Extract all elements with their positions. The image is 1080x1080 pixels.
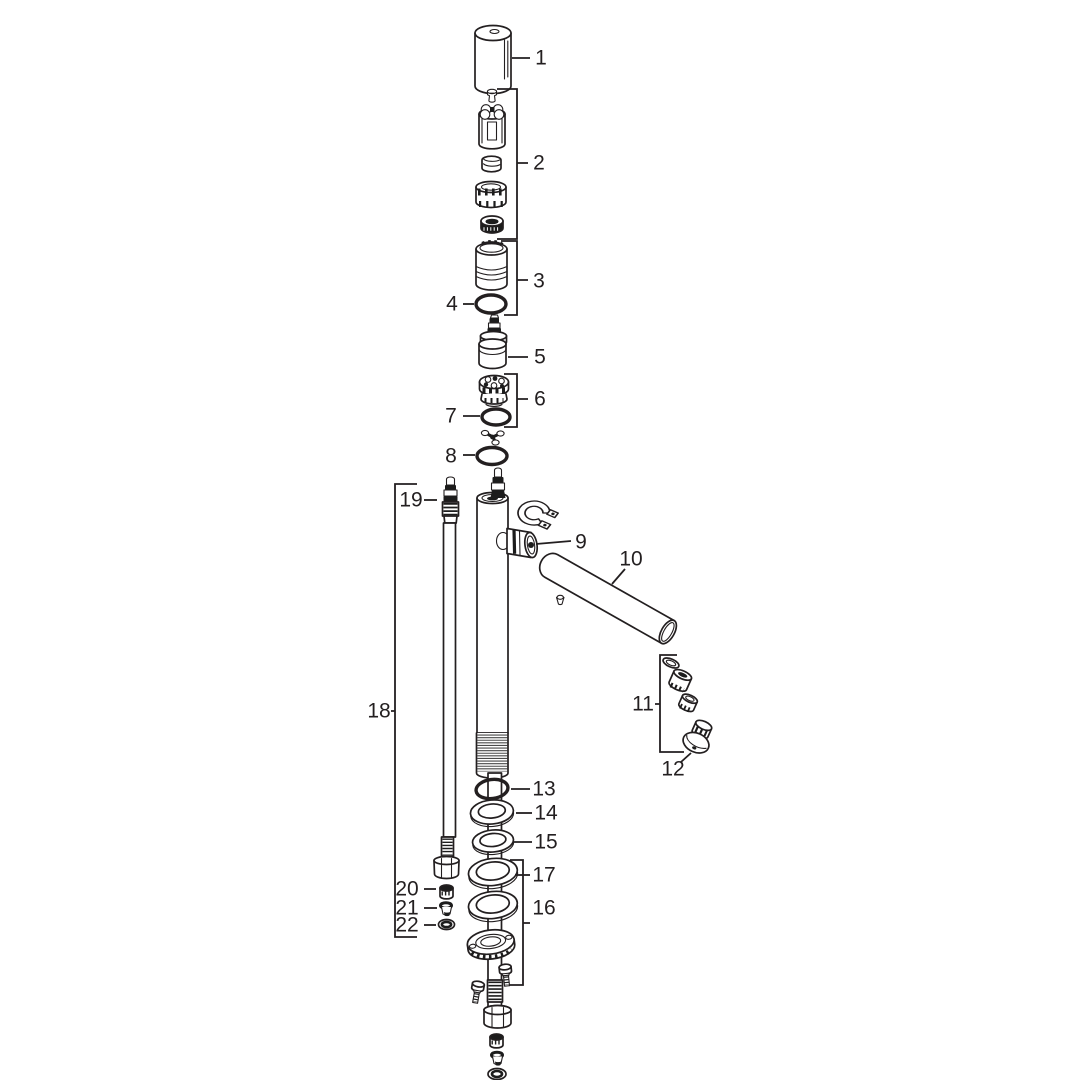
- part-15-washer: [472, 828, 515, 856]
- valve-stem: [491, 468, 506, 498]
- part-17-stabiliser-ring: [467, 856, 519, 891]
- part-8-seal-cross: [481, 430, 504, 445]
- part-label-10: 10: [619, 547, 643, 571]
- part-label-21: 21: [395, 896, 419, 920]
- part-6-valve-insert: [480, 376, 509, 407]
- bottom-washer: [488, 1069, 506, 1080]
- part-label-11: 11: [632, 692, 654, 716]
- part-label-13: 13: [532, 777, 556, 801]
- part-7-o-ring: [482, 409, 510, 425]
- part-label-8: 8: [445, 444, 457, 468]
- part-label-9: 9: [575, 530, 587, 554]
- retaining-clip: [512, 497, 561, 532]
- part-20-plug: [440, 885, 453, 899]
- part-label-1: 1: [535, 46, 547, 70]
- leader-9: [536, 541, 571, 544]
- part-21-insert: [441, 903, 452, 916]
- part-label-4: 4: [446, 292, 458, 316]
- part-19-hose: [434, 477, 459, 879]
- bottom-plug: [490, 1034, 503, 1048]
- part-22-washer: [439, 920, 455, 930]
- part-2-castellated-sleeve: [476, 182, 506, 208]
- part-1-handle: [475, 26, 511, 94]
- part-2-spline-adapter: [479, 105, 505, 149]
- part-label-3: 3: [533, 269, 545, 293]
- spout-set-screw: [557, 595, 565, 604]
- part-11-aerator-set: [662, 656, 699, 714]
- part-12-spout-end: [680, 716, 718, 757]
- part-label-15: 15: [534, 830, 558, 854]
- part-label-16: 16: [532, 896, 556, 920]
- part-2-slip-ring: [482, 156, 501, 172]
- part-label-12: 12: [661, 757, 685, 781]
- part-14-flanged-washer: [469, 798, 514, 828]
- part-label-2: 2: [533, 151, 545, 175]
- part-labels: [367, 47, 684, 937]
- part-16-ring: [467, 889, 519, 924]
- part-2-knurled-disc: [481, 216, 503, 233]
- part-3-cap-nut: [476, 242, 507, 290]
- bracket-18: [391, 484, 417, 937]
- part-label-18: 18: [367, 699, 391, 723]
- clamp-section: [488, 980, 503, 1002]
- bottom-insert: [492, 1052, 503, 1065]
- part-8-o-ring: [477, 448, 507, 465]
- part-16-base-flange: [466, 927, 516, 962]
- part-label-20: 20: [395, 877, 419, 901]
- part-5-cartridge: [479, 315, 507, 369]
- part-label-5: 5: [534, 345, 546, 369]
- part-label-6: 6: [534, 387, 546, 411]
- shaft-nut: [484, 1006, 511, 1029]
- bolt-left: [469, 980, 485, 1004]
- part-label-14: 14: [534, 801, 558, 825]
- part-label-17: 17: [532, 863, 556, 887]
- part-label-19: 19: [399, 488, 423, 512]
- threaded-section: [477, 733, 509, 778]
- leader-10: [612, 569, 625, 584]
- part-2-screw: [487, 89, 496, 102]
- faucet-body-column: [477, 493, 508, 734]
- part-label-7: 7: [445, 404, 457, 428]
- part-label-22: 22: [395, 913, 419, 937]
- part-4-o-ring: [476, 295, 506, 313]
